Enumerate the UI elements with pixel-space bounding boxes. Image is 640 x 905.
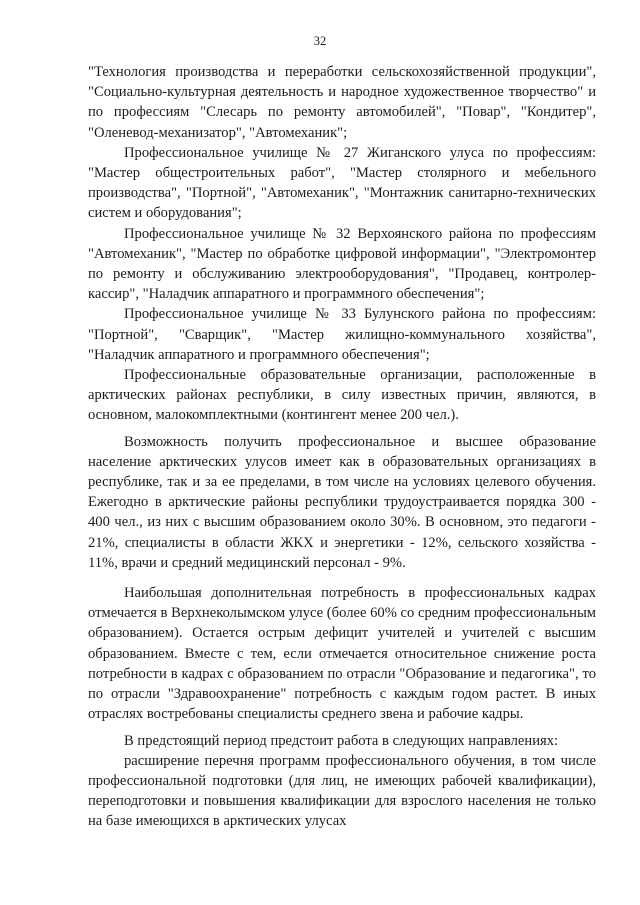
paragraph-continued-professions: "Технология производства и переработки сельскохозяйственной продукции", "Социально-культурная деятельность и народное художественное творчество" и по профессиям "Слесарь по ремонту автомобилей", "Повар", "Кондитер", "Оленевод-механизатор", "Автомеханик"; (88, 64, 596, 141)
paragraph-school-27: Профессиональное училище № 27 Жиганского улуса по профессиям: "Мастер общестроительных работ", "Мастер столярного и мебельного производства", "Портной", "Автомеханик", "Монтажник санитарно-технических систем и оборудования"; (88, 144, 596, 222)
paragraph-school-33: Профессиональное училище № 33 Булунского района по профессиям: "Портной", "Сварщик", "Мастер жилищно-коммунального хозяйства", "Наладчик аппаратного и программного обеспечения"; (88, 306, 596, 363)
page-number: 32 (313, 34, 327, 48)
document-body (88, 62, 596, 832)
paragraph-school-32: Профессиональное училище № 32 Верхоянского района по профессиям "Автомеханик", "Мастер по обработке цифровой информации", "Электромонтер по ремонту и обслуживанию электрооборудования", "Продавец, контролер-кассир", "Наладчик аппаратного и программного обеспечения"; (88, 225, 596, 303)
paragraph-upcoming-directions: В предстоящий период предстоит работа в следующих направлениях: (124, 732, 559, 749)
paragraph-staffing-demand: Наибольшая дополнительная потребность в профессиональных кадрах отмечается в Верхнеколымском улусе (более 60% со средним профессиональным образованием). Остается острым дефицит учителей и учителей с высшим образованием. Вместе с тем, если отмечается относительное снижение роста потребности в кадрах с образованием по отрасли "Образование и педагогика", то по отрасли "Здравоохранение" потребность с каждым годом растет. В иных отраслях востребованы специалисты среднего звена и рабочие кадры. (88, 585, 596, 723)
paragraph-small-organizations: Профессиональные образовательные организации, расположенные в арктических районах республики, в силу известных причин, являются, в основном, малокомплектными (контингент менее 200 чел.). (88, 367, 596, 424)
paragraph-training-expansion: расширение перечня программ профессионального обучения, в том числе профессиональной подготовки (для лиц, не имеющих рабочей квалификации), переподготовки и повышения квалификации для взрослого населения не только на базе имеющихся в арктических улусах (88, 752, 596, 830)
paragraph-higher-education: Возможность получить профессиональное и высшее образование население арктических улусов имеет как в образовательных организациях в республике, так и за ее пределами, в том числе на условиях целевого обучения. Ежегодно в арктические районы республики трудоустраивается порядка 300 - 400 чел., из них с высшим образованием около 30%. В основном, это педагоги - 21%, специалисты в области ЖКХ и энергетики - 12%, сельского хозяйства - 11%, врачи и средний медицинский персонал - 9%. (88, 433, 596, 571)
